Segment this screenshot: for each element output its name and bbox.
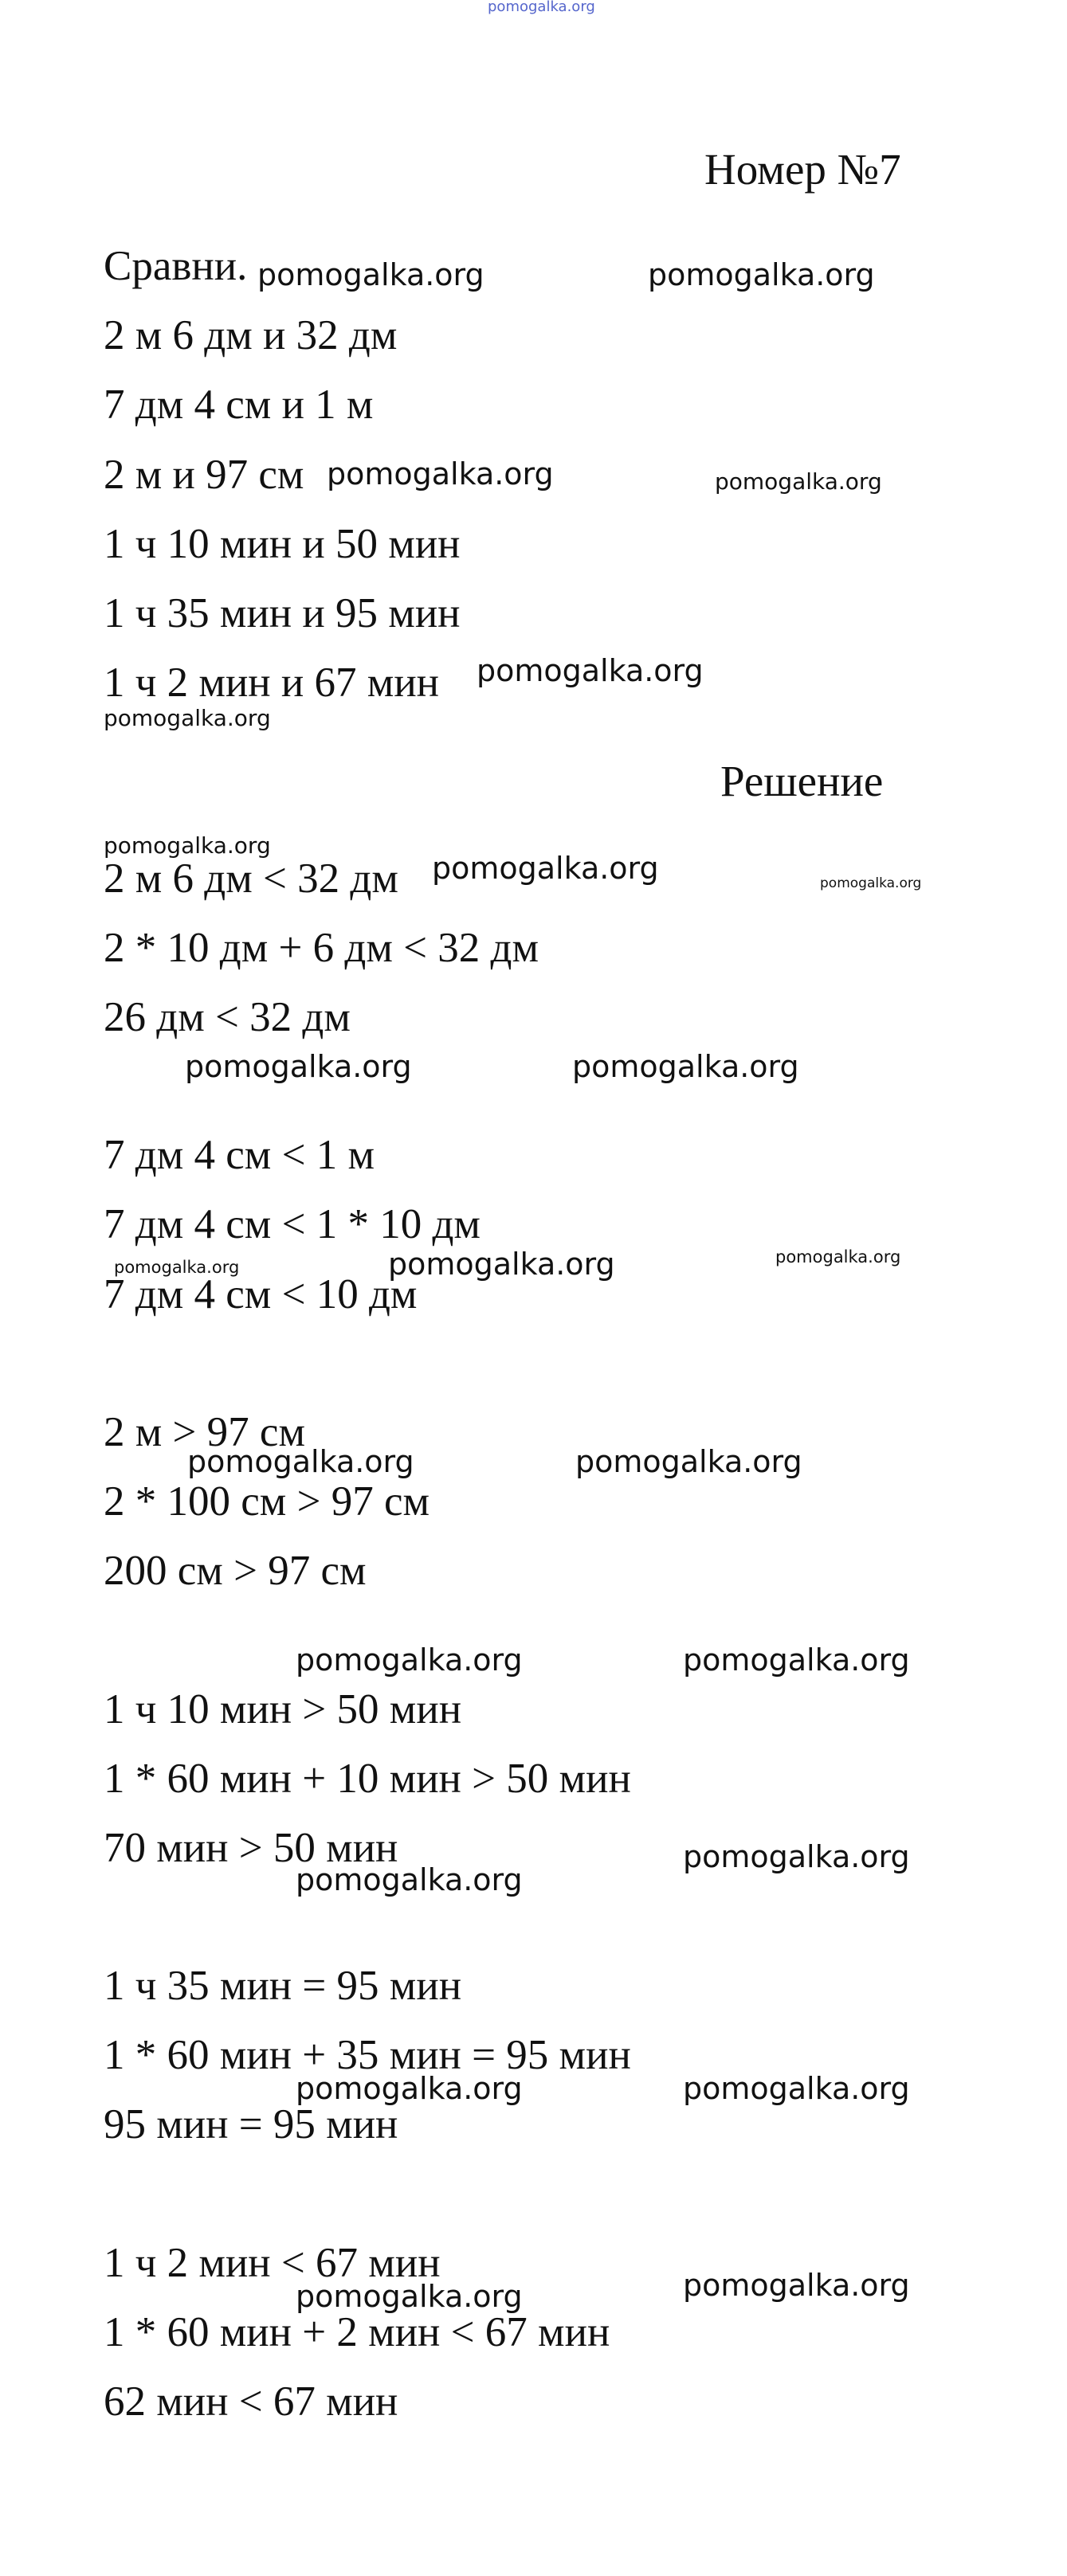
task-item: 1 ч 10 мин и 50 мин — [104, 521, 461, 567]
watermark: pomogalka.org — [296, 1862, 523, 1897]
watermark: pomogalka.org — [296, 1642, 523, 1678]
solution-line: 7 дм 4 см < 1 м — [104, 1132, 375, 1178]
solution-line: 95 мин = 95 мин — [104, 2101, 398, 2147]
watermark: pomogalka.org — [187, 1444, 414, 1479]
task-item: 2 м 6 дм и 32 дм — [104, 312, 398, 358]
watermark: pomogalka.org — [715, 468, 882, 495]
solution-line: 1 ч 2 мин < 67 мин — [104, 2240, 441, 2286]
watermark: pomogalka.org — [104, 705, 271, 731]
solution-line: 2 м > 97 см — [104, 1409, 305, 1455]
task-item: 1 ч 2 мин и 67 мин — [104, 660, 440, 706]
page-title: Номер №7 — [704, 145, 901, 194]
watermark: pomogalka.org — [114, 1258, 240, 1277]
watermark: pomogalka.org — [257, 257, 484, 292]
solution-line: 1 * 60 мин + 2 мин < 67 мин — [104, 2309, 610, 2355]
solution-line: 1 * 60 мин + 35 мин = 95 мин — [104, 2032, 631, 2078]
watermark: pomogalka.org — [775, 1247, 901, 1266]
solution-line: 1 ч 35 мин = 95 мин — [104, 1963, 462, 2009]
solution-line: 2 * 10 дм + 6 дм < 32 дм — [104, 925, 539, 971]
watermark: pomogalka.org — [683, 1642, 910, 1678]
watermark: pomogalka.org — [296, 2279, 523, 2314]
solution-heading: Решение — [720, 757, 884, 805]
task-prompt: Сравни. — [104, 243, 248, 289]
watermark: pomogalka.org — [683, 2268, 910, 2303]
solution-line: 7 дм 4 см < 1 * 10 дм — [104, 1201, 481, 1247]
header-watermark[interactable]: pomogalka.org — [488, 0, 595, 15]
watermark: pomogalka.org — [432, 851, 659, 886]
watermark: pomogalka.org — [185, 1049, 412, 1084]
task-item: 7 дм 4 см и 1 м — [104, 382, 374, 428]
watermark: pomogalka.org — [820, 875, 922, 891]
watermark: pomogalka.org — [296, 2071, 523, 2106]
solution-line: 2 м 6 дм < 32 дм — [104, 855, 398, 902]
solution-line: 2 * 100 см > 97 см — [104, 1478, 430, 1525]
solution-line: 7 дм 4 см < 10 дм — [104, 1271, 418, 1317]
task-item: 2 м и 97 см — [104, 452, 304, 498]
solution-line: 200 см > 97 см — [104, 1548, 367, 1594]
watermark: pomogalka.org — [327, 456, 554, 491]
solution-line: 26 дм < 32 дм — [104, 994, 351, 1040]
watermark: pomogalka.org — [104, 832, 271, 859]
watermark: pomogalka.org — [683, 1839, 910, 1874]
watermark: pomogalka.org — [572, 1049, 799, 1084]
watermark: pomogalka.org — [648, 257, 875, 292]
solution-line: 1 * 60 мин + 10 мин > 50 мин — [104, 1756, 631, 1802]
watermark: pomogalka.org — [477, 653, 704, 688]
watermark: pomogalka.org — [683, 2071, 910, 2106]
solution-line: 62 мин < 67 мин — [104, 2378, 398, 2425]
task-item: 1 ч 35 мин и 95 мин — [104, 590, 461, 636]
solution-line: 70 мин > 50 мин — [104, 1825, 398, 1871]
watermark: pomogalka.org — [575, 1444, 802, 1479]
solution-line: 1 ч 10 мин > 50 мин — [104, 1686, 462, 1732]
watermark: pomogalka.org — [388, 1247, 615, 1282]
